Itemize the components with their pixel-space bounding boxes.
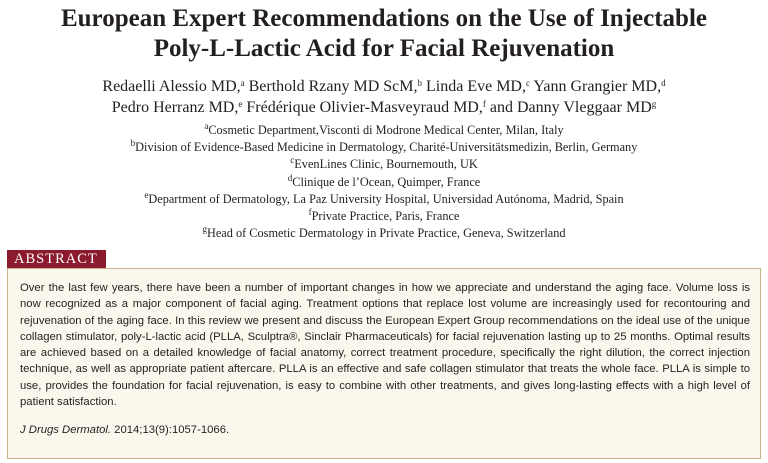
paper-title bbox=[0, 4, 768, 64]
author-line-2 bbox=[0, 97, 768, 118]
author-name: Redaelli Alessio MD, bbox=[102, 78, 241, 95]
author-affil-marker: f bbox=[482, 99, 486, 109]
affiliation-row bbox=[0, 225, 768, 242]
author-name: Yann Grangier MD, bbox=[533, 78, 662, 95]
title-line-1: European Expert Recommendations on the Use of Injectable bbox=[60, 5, 708, 32]
affiliation-list bbox=[0, 122, 768, 242]
author-name: Linda Eve MD, bbox=[426, 78, 526, 95]
citation bbox=[20, 422, 750, 438]
affiliation-row bbox=[0, 156, 768, 173]
affiliation-text: Department of Dermatology, La Paz University Hospital, Universidad Autónoma, Madrid, Spain bbox=[148, 191, 624, 206]
affiliation-text: Division of Evidence-Based Medicine in Dermatology, Charité-Universitätsmedizin, Berlin, Germany bbox=[135, 140, 638, 155]
abstract-box bbox=[7, 268, 761, 459]
affiliation-marker: c bbox=[290, 155, 295, 166]
author-connector: and bbox=[489, 99, 513, 116]
affiliation-text: Cosmetic Department,Visconti di Modrone Medical Center, Milan, Italy bbox=[208, 123, 564, 137]
affiliation-marker: e bbox=[144, 189, 149, 200]
affiliation-text: Head of Cosmetic Dermatology in Private Practice, Geneva, Switzerland bbox=[206, 226, 566, 241]
affiliation-row bbox=[0, 174, 768, 191]
author-name: Danny Vleggaar MD bbox=[516, 99, 652, 116]
abstract-heading: ABSTRACT bbox=[7, 250, 106, 268]
affiliation-row bbox=[0, 208, 768, 225]
author-affil-marker: c bbox=[525, 78, 530, 88]
affiliation-text: EvenLines Clinic, Bournemouth, UK bbox=[294, 157, 478, 172]
affiliation-row bbox=[0, 139, 768, 156]
abstract-body: Over the last few years, there have been a number of important changes in how we appreciate and understand the aging face. Volume loss is now recognized as a major component of facial aging. Treatment options that replace lost volume are increasingly used for recontouring and rejuvenation of the aging face. In this review we present and discuss the European Expert Group recommendations on the ideal use of the unique collagen stimulator, poly-L-lactic acid (PLLA, Sculptra®, Sinclair Pharmaceuticals) for facial rejuvenation lasting up to 25 months. Optimal results are achieved based on a detailed knowledge of facial anatomy, correct treatment procedure, specifically the right dilution, the correct injection technique, as well as appropriate patient aftercare. PLLA is an effective and safe collagen stimulator that treats the whole face. PLLA is simple to use, provides the foundation for facial rejuvenation, is easy to combine with other treatments, and gives long-lasting effects with a high level of patient satisfaction. bbox=[20, 282, 750, 409]
affiliation-row bbox=[0, 191, 768, 208]
author-affil-marker: g bbox=[651, 99, 657, 109]
author-name: Frédérique Olivier-Masveyraud MD, bbox=[246, 99, 483, 116]
affiliation-marker: d bbox=[287, 172, 293, 183]
affiliation-marker: b bbox=[130, 138, 136, 149]
author-affil-marker: b bbox=[417, 78, 422, 88]
author-affil-marker: a bbox=[240, 78, 245, 88]
affiliation-row bbox=[0, 122, 768, 139]
affiliation-text: Private Practice, Paris, France bbox=[311, 209, 460, 224]
author-line-1 bbox=[0, 76, 768, 97]
author-affil-marker: d bbox=[661, 78, 666, 88]
affiliation-marker: a bbox=[204, 121, 209, 131]
author-affil-marker: e bbox=[238, 99, 243, 109]
citation-journal: J Drugs Dermatol. bbox=[20, 424, 112, 437]
citation-details: 2014;13(9):1057-1066. bbox=[111, 424, 230, 437]
author-name: Pedro Herranz MD, bbox=[111, 99, 239, 116]
affiliation-text: Clinique de l’Ocean, Quimper, France bbox=[292, 174, 481, 189]
author-name: Berthold Rzany MD ScM, bbox=[248, 78, 418, 95]
affiliation-marker: g bbox=[202, 224, 207, 235]
affiliation-marker: f bbox=[308, 207, 312, 218]
title-line-2: Poly-L-Lactic Acid for Facial Rejuvenation bbox=[153, 35, 615, 62]
author-list bbox=[0, 76, 768, 118]
